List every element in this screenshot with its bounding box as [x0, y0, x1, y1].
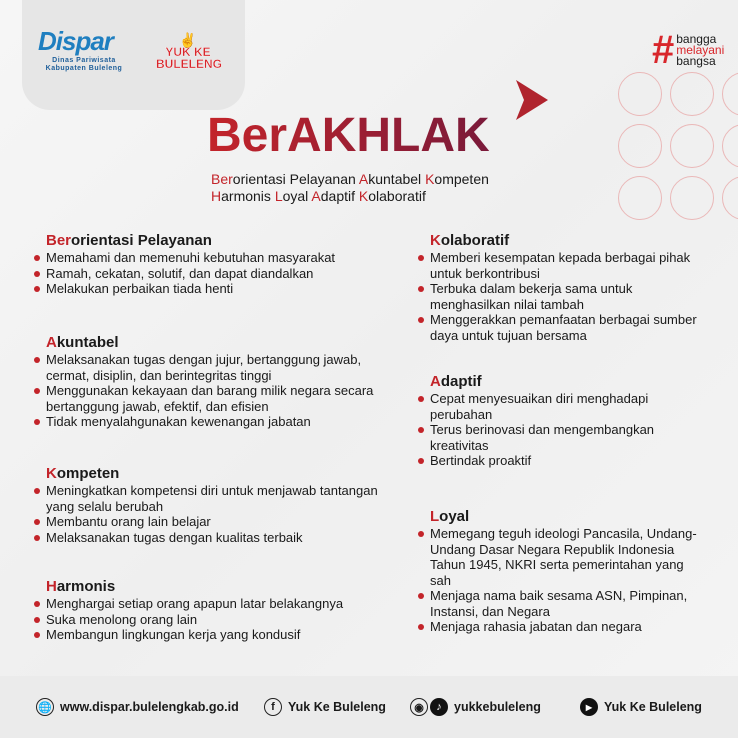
subtitle-initial: Ber	[211, 171, 233, 187]
yuk-logo-text: YUK KE	[165, 45, 211, 59]
section-heading-rest: oyal	[439, 508, 470, 525]
list-item: Menggunakan kekayaan dan barang milik negara secara bertanggung jawab, efektif, dan efisien	[33, 383, 403, 414]
list-item: Suka menolong orang lain	[33, 612, 403, 628]
section-heading	[46, 578, 403, 595]
section-heading-rest: armonis	[56, 578, 116, 595]
section-berorientasi-pelayanan	[33, 232, 403, 297]
subtitle-initial: K	[358, 188, 369, 204]
page-title: BerAKHLAK	[207, 109, 490, 162]
list-item: Menjaga nama baik sesama ASN, Pimpinan, Instansi, dan Negara	[417, 588, 702, 619]
section-heading-initial: A	[46, 334, 57, 351]
section-heading-rest: orientasi Pelayanan	[71, 232, 212, 249]
section-heading	[430, 232, 707, 249]
list-item: Memahami dan memenuhi kebutuhan masyarakat	[33, 250, 403, 266]
dispar-logo-sub: Kabupaten Buleleng	[45, 65, 123, 72]
instagram-icon: ◉	[410, 698, 428, 716]
section-loyal	[417, 508, 702, 635]
list-item: Tidak menyalahgunakan kewenangan jabatan	[33, 414, 403, 430]
bullet-list	[417, 391, 707, 469]
bullet-list	[33, 250, 403, 297]
list-item: Bertindak proaktif	[417, 453, 707, 469]
subtitle-word: ompeten	[434, 171, 489, 187]
section-heading-rest: daptif	[440, 373, 482, 390]
subtitle-word: olaboratif	[368, 188, 426, 204]
section-heading-initial: Ber	[46, 232, 72, 249]
section-adaptif	[417, 373, 707, 469]
dispar-logo-sub: Dinas Pariwisata	[52, 57, 116, 64]
subtitle-initial: A	[358, 171, 369, 187]
section-harmonis	[33, 578, 403, 643]
section-heading-initial: A	[430, 373, 441, 390]
bangga-text: bangga	[676, 31, 717, 46]
section-heading	[430, 373, 707, 390]
person-icon: ✌	[179, 32, 197, 48]
list-item: Meningkatkan kompetensi diri untuk menjawab tantangan yang selalu berubah	[33, 483, 403, 514]
section-heading	[46, 465, 403, 482]
bullet-list	[33, 352, 403, 430]
bullet-list	[33, 483, 403, 545]
yuk-logo-text: BULELENG	[156, 57, 222, 71]
list-item: Membangun lingkungan kerja yang kondusif	[33, 627, 403, 643]
bangga-melayani-bangsa-logo	[652, 28, 725, 72]
section-kompeten	[33, 465, 403, 545]
list-item: Melaksanakan tugas dengan jujur, bertanggung jawab, cermat, disiplin, dan berintegritas tinggi	[33, 352, 403, 383]
youtube-text: Yuk Ke Buleleng	[604, 700, 702, 714]
youtube-link[interactable]	[580, 698, 702, 716]
list-item: Terbuka dalam bekerja sama untuk menghasilkan nilai tambah	[417, 281, 707, 312]
website-text: www.dispar.bulelengkab.go.id	[60, 700, 239, 714]
hashtag-icon: #	[652, 28, 675, 72]
list-item: Melakukan perbaikan tiada henti	[33, 281, 403, 297]
section-heading-rest: olaboratif	[440, 232, 510, 249]
subtitle-word: kuntabel	[368, 171, 426, 187]
section-akuntabel	[33, 334, 403, 430]
section-heading-rest: kuntabel	[56, 334, 119, 351]
dispar-logo-word: Dispar	[38, 26, 113, 56]
subtitle	[211, 171, 489, 205]
subtitle-initial: K	[425, 171, 435, 187]
instagram-tiktok-link[interactable]	[410, 698, 541, 716]
list-item: Ramah, cekatan, solutif, dan dapat diandalkan	[33, 266, 403, 282]
subtitle-word: armonis	[221, 188, 275, 204]
tiktok-icon: ♪	[430, 698, 448, 716]
list-item: Memberi kesempatan kepada berbagai pihak untuk berkontribusi	[417, 250, 707, 281]
section-heading-initial: K	[46, 465, 57, 482]
globe-icon: 🌐	[36, 698, 54, 716]
section-heading-initial: K	[430, 232, 441, 249]
facebook-link[interactable]	[264, 698, 386, 716]
bangga-text: melayani	[676, 42, 725, 57]
section-heading-initial: H	[46, 578, 57, 595]
dispar-logo	[38, 26, 130, 73]
list-item: Menghargai setiap orang apapun latar belakangnya	[33, 596, 403, 612]
list-item: Cepat menyesuaikan diri menghadapi perubahan	[417, 391, 707, 422]
facebook-text: Yuk Ke Buleleng	[288, 700, 386, 714]
bangga-text: bangsa	[676, 53, 716, 68]
bullet-list	[33, 596, 403, 643]
section-heading	[46, 232, 403, 249]
list-item: Terus berinovasi dan mengembangkan kreativitas	[417, 422, 707, 453]
list-item: Melaksanakan tugas dengan kualitas terbaik	[33, 530, 403, 546]
list-item: Membantu orang lain belajar	[33, 514, 403, 530]
section-heading	[46, 334, 403, 351]
subtitle-initial: A	[311, 188, 321, 204]
subtitle-word: oyal	[282, 188, 312, 204]
list-item: Memegang teguh ideologi Pancasila, Undang-Undang Dasar Negara Republik Indonesia Tahun 1945, NKRI serta pemerintahan yang sah	[417, 526, 702, 588]
list-item: Menggerakkan pemanfaatan berbagai sumber daya untuk tujuan bersama	[417, 312, 707, 343]
footer	[0, 676, 738, 738]
bullet-list	[417, 526, 702, 635]
website-link[interactable]	[36, 698, 239, 716]
subtitle-word: daptif	[320, 188, 359, 204]
chevron-icon	[512, 80, 548, 120]
section-heading	[430, 508, 702, 525]
subtitle-word: orientasi Pelayanan	[232, 171, 359, 187]
section-heading-initial: L	[430, 508, 440, 525]
yuk-ke-buleleng-logo	[156, 34, 220, 70]
youtube-icon: ▶	[580, 698, 598, 716]
subtitle-initial: H	[211, 188, 222, 204]
section-kolaboratif	[417, 232, 707, 343]
instagram-text: yukkebuleleng	[454, 700, 541, 714]
section-heading-rest: ompeten	[56, 465, 120, 482]
list-item: Menjaga rahasia jabatan dan negara	[417, 619, 702, 635]
facebook-icon: f	[264, 698, 282, 716]
bullet-list	[417, 250, 707, 343]
subtitle-initial: L	[274, 188, 283, 204]
